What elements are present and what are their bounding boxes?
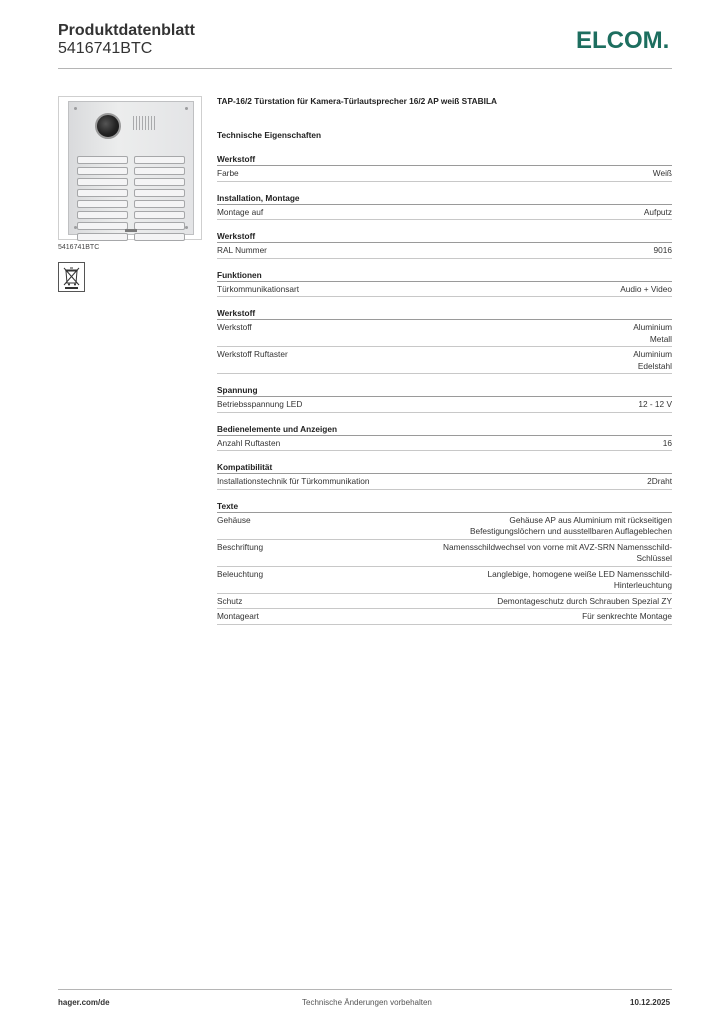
property-value-line: Demontageschutz durch Schrauben Spezial ZY xyxy=(497,595,672,606)
property-value-line: Schlüssel xyxy=(636,553,672,563)
property-value xyxy=(620,284,672,296)
call-button xyxy=(134,167,185,175)
property-group xyxy=(217,423,672,452)
property-label: Montage auf xyxy=(217,206,264,217)
header-divider xyxy=(58,68,672,69)
properties-table xyxy=(217,153,672,635)
call-button xyxy=(77,222,128,230)
property-value-line: Befestigungslöchern und ausstellbaren Auflageblechen xyxy=(469,526,672,536)
property-value-line: Edelstahl xyxy=(637,360,672,371)
group-heading: Kompatibilität xyxy=(217,461,672,474)
property-row xyxy=(217,567,672,594)
property-row xyxy=(217,513,672,540)
property-group xyxy=(217,153,672,182)
property-label: Beschriftung xyxy=(217,541,264,552)
footer-date: 10.12.2025 xyxy=(630,998,671,1007)
call-button xyxy=(134,178,185,186)
group-heading: Werkstoff xyxy=(217,230,672,243)
section-heading: Technische Eigenschaften xyxy=(217,130,322,140)
group-heading: Bedienelemente und Anzeigen xyxy=(217,423,672,436)
property-value xyxy=(638,399,672,411)
property-value xyxy=(633,322,672,345)
call-button xyxy=(77,211,128,219)
property-group xyxy=(217,269,672,298)
brand-plate xyxy=(125,229,137,232)
property-value-line: 2Draht xyxy=(647,476,672,486)
property-value-line: Langlebige, homogene weiße LED Namensschild- xyxy=(487,568,672,579)
property-label: RAL Nummer xyxy=(217,245,267,255)
property-group xyxy=(217,500,672,625)
property-value-line: 9016 xyxy=(653,245,672,255)
property-label: Montageart xyxy=(217,611,259,621)
footer-note: Technische Änderungen vorbehalten xyxy=(302,998,432,1007)
call-button xyxy=(134,211,185,219)
weee-symbol xyxy=(59,263,84,291)
property-row xyxy=(217,282,672,298)
product-title: TAP-16/2 Türstation für Kamera-Türlautsprecher 16/2 AP weiß STABILA xyxy=(217,96,498,106)
call-button xyxy=(77,156,128,164)
document-title: Produktdatenblatt xyxy=(58,22,195,39)
property-value xyxy=(470,515,672,538)
property-value xyxy=(653,168,672,180)
call-button xyxy=(77,178,128,186)
screw-icon xyxy=(185,226,188,229)
property-value xyxy=(654,245,672,257)
property-group xyxy=(217,461,672,490)
screw-icon xyxy=(185,107,188,110)
property-label: Schutz xyxy=(217,595,243,606)
group-heading: Spannung xyxy=(217,384,672,397)
group-heading: Werkstoff xyxy=(217,307,672,320)
property-value xyxy=(582,611,672,623)
property-row xyxy=(217,397,672,413)
property-group xyxy=(217,384,672,413)
property-value-line: Aufputz xyxy=(643,206,672,217)
product-image xyxy=(58,96,202,240)
property-row xyxy=(217,320,672,347)
property-value-line: 12 - 12 V xyxy=(638,399,672,409)
property-value xyxy=(633,349,672,372)
property-group xyxy=(217,307,672,374)
property-label: Betriebsspannung LED xyxy=(217,399,303,409)
property-value xyxy=(647,476,672,488)
property-value-line: Hinterleuchtung xyxy=(613,580,672,590)
property-label: Installationstechnik für Türkommunikation xyxy=(217,476,370,486)
property-label: Türkommunikationsart xyxy=(217,283,300,294)
property-group xyxy=(217,230,672,259)
property-row xyxy=(217,436,672,452)
property-value-line: Aluminium xyxy=(633,322,672,332)
weee-crossed-bin-icon xyxy=(58,262,85,292)
camera-icon xyxy=(95,113,121,139)
call-button xyxy=(134,233,185,241)
call-button xyxy=(77,167,128,175)
property-value xyxy=(497,596,672,608)
property-label: Gehäuse xyxy=(217,514,251,525)
property-row xyxy=(217,205,672,221)
call-button xyxy=(134,200,185,208)
property-row xyxy=(217,594,672,610)
property-value xyxy=(488,569,672,592)
property-label: Farbe xyxy=(217,168,239,178)
speaker-grille-icon xyxy=(133,116,155,130)
group-heading: Werkstoff xyxy=(217,153,672,166)
property-value xyxy=(644,207,672,219)
property-label: Werkstoff Ruftaster xyxy=(217,349,288,359)
call-button xyxy=(134,189,185,197)
property-group xyxy=(217,192,672,221)
call-button xyxy=(134,222,185,230)
door-station-panel-icon xyxy=(68,101,194,235)
property-row xyxy=(217,609,672,625)
call-button xyxy=(77,189,128,197)
property-value-line: 16 xyxy=(662,437,672,448)
group-heading: Funktionen xyxy=(217,269,672,282)
property-value-line: Audio + Video xyxy=(620,283,672,294)
property-row xyxy=(217,243,672,259)
property-row xyxy=(217,347,672,374)
brand-logo: ELCOM. xyxy=(576,27,670,54)
property-value-line: Namensschildwechsel von vorne mit AVZ-SRN Namensschild- xyxy=(442,541,672,552)
property-value xyxy=(663,438,672,450)
group-heading: Installation, Montage xyxy=(217,192,672,205)
screw-icon xyxy=(74,107,77,110)
property-label: Anzahl Ruftasten xyxy=(217,437,281,448)
property-value-line: Weiß xyxy=(652,168,672,178)
call-button xyxy=(134,156,185,164)
property-value-line: Metall xyxy=(649,333,672,344)
property-value-line: Gehäuse AP aus Aluminium mit rückseitigen xyxy=(509,514,672,525)
property-row xyxy=(217,474,672,490)
article-number: 5416741BTC xyxy=(58,40,153,57)
property-value xyxy=(443,542,672,565)
property-value-line: Aluminium xyxy=(633,349,672,359)
property-row xyxy=(217,540,672,567)
property-value-line: Für senkrechte Montage xyxy=(582,611,672,621)
property-label: Werkstoff xyxy=(217,322,252,332)
image-caption: 5416741BTC xyxy=(58,244,100,251)
property-label: Beleuchtung xyxy=(217,568,264,579)
group-heading: Texte xyxy=(217,500,672,513)
footer-divider xyxy=(58,989,672,990)
call-button xyxy=(77,200,128,208)
property-row xyxy=(217,166,672,182)
call-button xyxy=(77,233,128,241)
footer-website: hager.com/de xyxy=(58,998,110,1007)
